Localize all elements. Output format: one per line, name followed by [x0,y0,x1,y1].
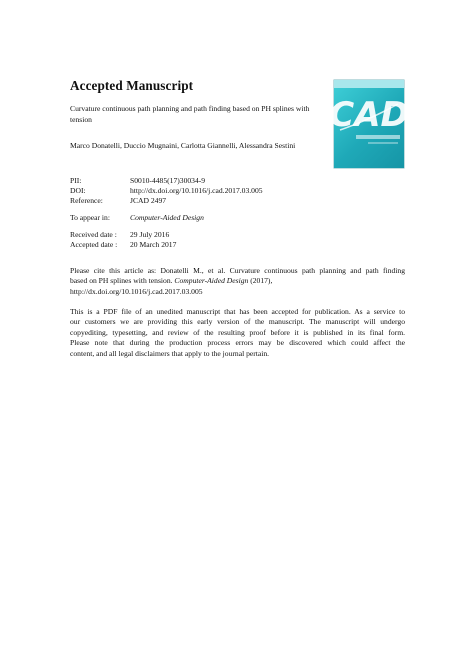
pii-label: PII: [70,176,82,185]
journal-cover-image [329,80,409,168]
citation-journal: Computer-Aided Design [174,276,249,286]
doi-label: DOI: [70,186,86,195]
reference-label: Reference: [70,196,103,205]
disclaimer-paragraph [70,307,405,359]
accepted-label: Accepted date : [70,240,118,249]
citation-line [70,276,405,286]
article-title: Curvature continuous path planning and path finding based on PH splines with tension [70,104,310,124]
citation-paragraph [70,266,405,297]
citation-doi-link[interactable]: http://dx.doi.org/10.1016/j.cad.2017.03.005 [70,286,203,296]
cover-top-strip [334,80,404,88]
citation-text: based on PH splines with tension. [70,276,173,286]
page-heading: Accepted Manuscript [70,78,194,93]
reference-value: JCAD 2497 [130,196,167,205]
pii-value: S0010-4485(17)30034-9 [130,176,206,185]
accepted-value: 20 March 2017 [130,240,177,249]
cover-logo-text: CAD [329,95,409,135]
disclaimer-line: Please note that during the production process errors may be discovered which could affect the [70,338,405,348]
received-label: Received date : [70,230,117,239]
citation-line: Please cite this article as: Donatelli M., et al. Curvature continuous path planning and path finding [70,266,405,275]
citation-year: (2017), [250,276,273,286]
disclaimer-line: content, and all legal disclaimers that apply to the journal pertain. [70,348,270,358]
author-list: Marco Donatelli, Duccio Mugnaini, Carlotta Giannelli, Alessandra Sestini [70,141,296,150]
appear-label: To appear in: [70,213,110,222]
disclaimer-line: This is a PDF file of an unedited manuscript that has been accepted for publication. As a service to [70,307,405,316]
cover-subtitle-bar [356,135,400,139]
disclaimer-line: our customers we are providing this early version of the manuscript. The manuscript will undergo [70,317,405,327]
cad-logo-icon [329,90,409,136]
journal-name: Computer-Aided Design [130,213,204,222]
cover-subtitle-bar-small [368,142,398,144]
received-value: 29 July 2016 [130,230,170,239]
doi-link[interactable]: http://dx.doi.org/10.1016/j.cad.2017.03.005 [130,186,263,195]
disclaimer-line: copyediting, typesetting, and review of the resulting proof before it is published in its final form. [70,327,405,337]
